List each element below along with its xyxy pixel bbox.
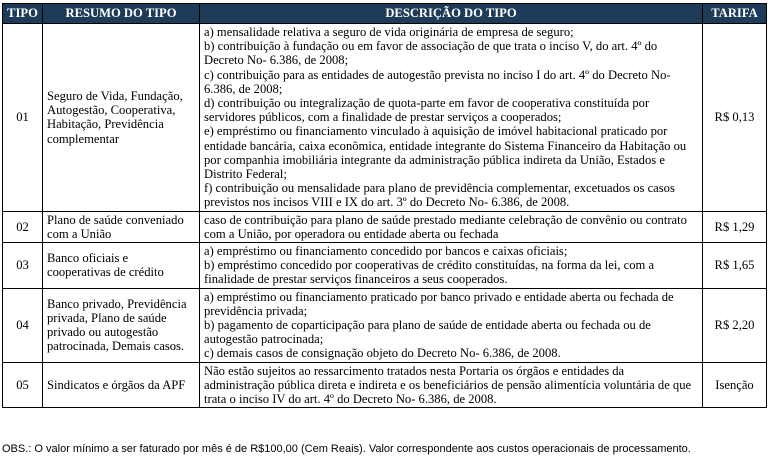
descricao-line: trata o inciso IV do art. 4º do Decreto No- 6.386, de 2008. [204,392,497,407]
descricao-line: a) empréstimo ou financiamento concedido por bancos e caixas oficiais; [204,244,568,259]
descricao-line: b) empréstimo concedido por cooperativas de crédito constituídas, na forma da lei, com a [204,258,655,273]
resumo-line: cooperativas de crédito [47,265,164,280]
header-tipo: TIPO [3,4,43,24]
resumo-line: complementar [47,131,120,146]
descricao-line: caso de contribuição para plano de saúde prestado mediante celebração de convênio ou contrato [204,212,687,227]
cell-tipo: 02 [3,211,43,242]
descricao-line: f) contribuição ou mensalidade para plano de previdência complementar, excetuados os casos [204,181,675,196]
cell-descricao [200,243,703,289]
descricao-line: Decreto No- 6.386, de 2008; [204,53,349,68]
resumo-line: Autogestão, Cooperativa, [47,103,176,118]
descricao-line: c) demais casos de consignação objeto do Decreto No- 6.386, de 2008. [204,346,561,361]
descricao-line: autogestão patrocinada; [204,332,324,347]
table-header-row [3,4,767,24]
cell-descricao [200,288,703,362]
resumo-line: Seguro de Vida, Fundação, [47,88,183,103]
header-descricao: DESCRIÇÃO DO TIPO [200,4,703,24]
descricao-line: 6.386, de 2008; [204,81,283,96]
tarifa-table [2,3,767,408]
descricao-line: Distrito Federal; [204,167,287,182]
cell-descricao [200,211,703,242]
descricao-line: a) empréstimo ou financiamento praticado por banco privado e entidade aberta ou fechada de [204,289,674,304]
descricao-line: Não estão sujeitos ao ressarcimento tratados nesta Portaria os órgãos e entidades da [204,363,625,378]
table-row [3,243,767,289]
resumo-line: com a União [47,226,112,241]
cell-descricao [200,24,703,212]
resumo-line: Sindicatos e órgãos da APF [47,377,186,392]
cell-tipo: 04 [3,288,43,362]
resumo-line: Plano de saúde conveniado [47,212,184,227]
cell-descricao [200,362,703,408]
descricao-line: b) pagamento de coparticipação para plano de saúde de entidade aberta ou fechada ou de [204,318,651,333]
cell-tarifa: Isenção [703,362,767,408]
cell-tipo: 03 [3,243,43,289]
resumo-line: Banco privado, Previdência [47,296,187,311]
descricao-line: b) contribuição à fundação ou em favor de associação de que trata o inciso V, do art. 4º do [204,39,658,54]
cell-tarifa: R$ 1,65 [703,243,767,289]
cell-tipo: 05 [3,362,43,408]
table-body [3,24,767,408]
header-tarifa: TARIFA [703,4,767,24]
table-row [3,362,767,408]
table-row [3,288,767,362]
descricao-line: previdência privada; [204,303,308,318]
cell-tipo: 01 [3,24,43,212]
resumo-line: privado ou autogestão [47,325,159,340]
cell-resumo [43,243,200,289]
descricao-line: entidade bancária, caixa econômica, entidade integrante do Sistema Financeiro da Habitação ou [204,138,687,153]
cell-resumo [43,362,200,408]
resumo-line: patrocinada, Demais casos. [47,339,185,354]
descricao-line: previstos nos incisos VIII e IX do art. 3º do Decreto No- 6.386, de 2008. [204,195,570,210]
descricao-line: e) empréstimo ou financiamento vinculado à aquisição de imóvel habitacional praticado por [204,124,668,139]
cell-tarifa: R$ 2,20 [703,288,767,362]
resumo-line: Banco oficiais e [47,251,129,266]
descricao-line: por companhia imobiliária integrante da administração pública indireta da União, Estados e [204,152,665,167]
table-row [3,211,767,242]
resumo-line: privada, Plano de saúde [47,310,167,325]
cell-tarifa: R$ 1,29 [703,211,767,242]
table-row [3,24,767,212]
descricao-line: finalidade de prestar serviços financeiros a seus cooperados. [204,272,508,287]
cell-resumo [43,288,200,362]
descricao-line: com a União, por operadora ou entidade aberta ou fechada [204,226,499,241]
cell-resumo [43,211,200,242]
tarifa-table-container [2,3,766,408]
descricao-line: a) mensalidade relativa a seguro de vida originária de empresa de seguro; [204,25,574,39]
header-resumo: RESUMO DO TIPO [43,4,200,24]
descricao-line: servidores públicos, com a finalidade de prestar serviços a cooperados; [204,110,562,125]
cell-tarifa: R$ 0,13 [703,24,767,212]
cell-resumo [43,24,200,212]
descricao-line: d) contribuição ou integralização de quota-parte em favor de cooperativa constituída por [204,96,650,111]
obs-note: OBS.: O valor mínimo a ser faturado por mês é de R$100,00 (Cem Reais). Valor correspondente aos custos operacionais de processamento. [2,443,691,455]
descricao-line: c) contribuição para as entidades de autogestão prevista no inciso I do art. 4º do Decreto No- [204,67,671,82]
descricao-line: administração pública direta e indireta e os beneficiários de pensão alimentícia voluntária de que [204,377,692,392]
resumo-line: Habitação, Previdência [47,117,164,132]
